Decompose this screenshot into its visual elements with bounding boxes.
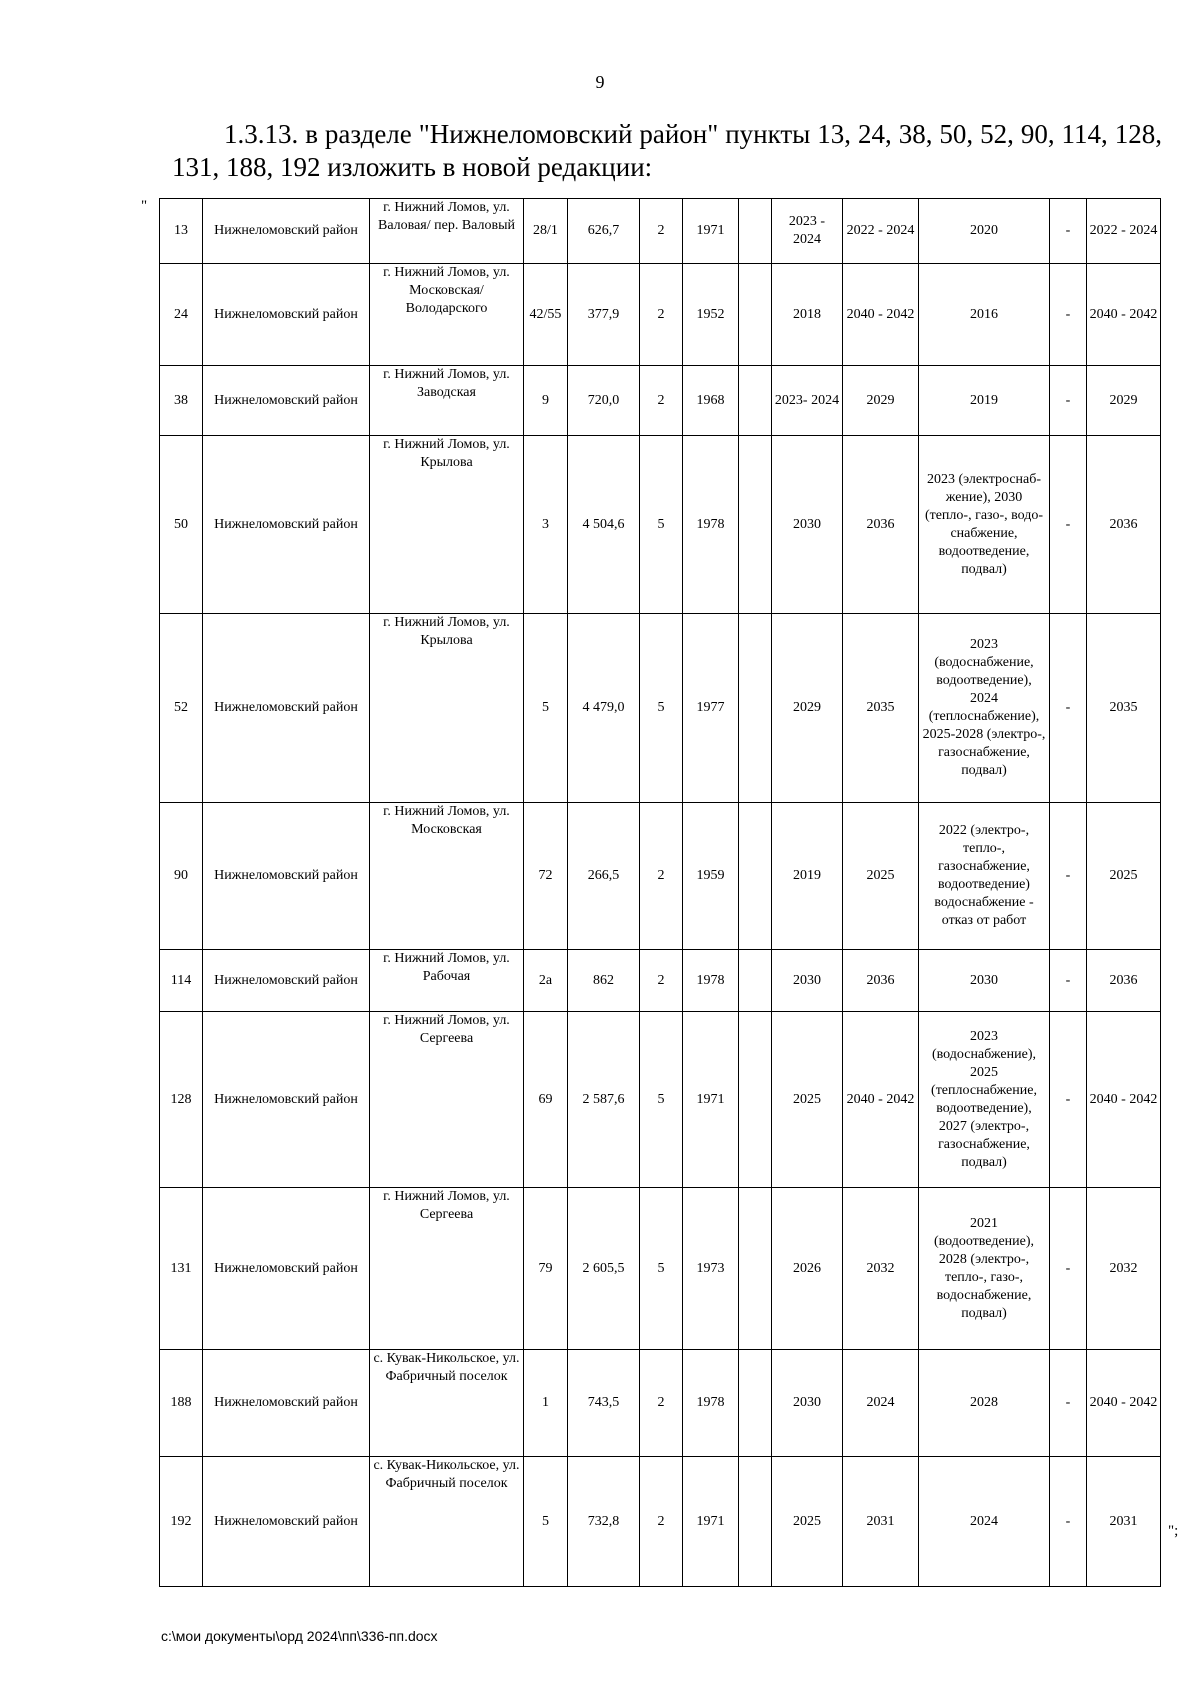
cell-house-number: 5	[524, 1457, 568, 1587]
cell-empty	[739, 1012, 772, 1188]
cell-year-built: 1959	[683, 803, 739, 950]
page-number: 9	[595, 72, 605, 92]
amendment-table	[159, 198, 1161, 1587]
cell-total-area: 732,8	[568, 1457, 640, 1587]
table-row	[160, 199, 1161, 264]
cell-floors: 2	[640, 803, 683, 950]
opening-quote-mark: "	[141, 198, 148, 214]
cell-floors: 2	[640, 1350, 683, 1457]
cell-house-number: 9	[524, 366, 568, 436]
cell-col-9: 2030	[772, 436, 843, 614]
cell-year-built: 1977	[683, 614, 739, 803]
cell-total-area: 4 479,0	[568, 614, 640, 803]
cell-row-number: 114	[160, 950, 203, 1012]
cell-floors: 2	[640, 264, 683, 366]
cell-total-area: 2 605,5	[568, 1188, 640, 1350]
table-row	[160, 1457, 1161, 1587]
cell-col-9: 2023- 2024	[772, 366, 843, 436]
cell-house-number: 2а	[524, 950, 568, 1012]
cell-col-10: 2035	[843, 614, 919, 803]
footer-file-path: c:\мои документы\орд 2024\пп\336-пп.docx	[161, 1628, 438, 1644]
cell-col-10: 2022 - 2024	[843, 199, 919, 264]
table-row	[160, 436, 1161, 614]
cell-col-13: 2025	[1087, 803, 1161, 950]
cell-col-9: 2023 - 2024	[772, 199, 843, 264]
cell-year-built: 1971	[683, 1012, 739, 1188]
cell-col-12: -	[1050, 803, 1087, 950]
cell-district: Нижнеломовский район	[203, 803, 370, 950]
cell-col-13: 2029	[1087, 366, 1161, 436]
cell-row-number: 90	[160, 803, 203, 950]
cell-col-10: 2031	[843, 1457, 919, 1587]
cell-col-11: 2019	[919, 366, 1050, 436]
cell-col-13: 2040 - 2042	[1087, 264, 1161, 366]
cell-address: г. Нижний Ломов, ул. Московская	[370, 803, 524, 950]
cell-house-number: 1	[524, 1350, 568, 1457]
table-row	[160, 614, 1161, 803]
cell-address: г. Нижний Ломов, ул. Крылова	[370, 436, 524, 614]
cell-year-built: 1971	[683, 1457, 739, 1587]
cell-total-area: 862	[568, 950, 640, 1012]
cell-total-area: 626,7	[568, 199, 640, 264]
cell-year-built: 1978	[683, 1350, 739, 1457]
cell-col-10: 2036	[843, 436, 919, 614]
cell-district: Нижнеломовский район	[203, 264, 370, 366]
cell-col-11: 2030	[919, 950, 1050, 1012]
cell-district: Нижнеломовский район	[203, 366, 370, 436]
cell-house-number: 5	[524, 614, 568, 803]
cell-col-10: 2032	[843, 1188, 919, 1350]
cell-year-built: 1968	[683, 366, 739, 436]
cell-address: г. Нижний Ломов, ул. Московская/ Володарского	[370, 264, 524, 366]
cell-col-12: -	[1050, 1188, 1087, 1350]
cell-district: Нижнеломовский район	[203, 1350, 370, 1457]
cell-row-number: 128	[160, 1012, 203, 1188]
cell-floors: 2	[640, 950, 683, 1012]
cell-total-area: 743,5	[568, 1350, 640, 1457]
cell-col-10: 2025	[843, 803, 919, 950]
cell-address: г. Нижний Ломов, ул. Крылова	[370, 614, 524, 803]
cell-house-number: 42/55	[524, 264, 568, 366]
cell-floors: 5	[640, 1188, 683, 1350]
cell-empty	[739, 264, 772, 366]
cell-house-number: 72	[524, 803, 568, 950]
table-row	[160, 264, 1161, 366]
cell-col-9: 2025	[772, 1012, 843, 1188]
cell-col-9: 2019	[772, 803, 843, 950]
cell-floors: 2	[640, 199, 683, 264]
table-row	[160, 803, 1161, 950]
cell-district: Нижнеломовский район	[203, 199, 370, 264]
cell-total-area: 266,5	[568, 803, 640, 950]
cell-district: Нижнеломовский район	[203, 1188, 370, 1350]
table-row	[160, 950, 1161, 1012]
cell-total-area: 2 587,6	[568, 1012, 640, 1188]
cell-col-12: -	[1050, 199, 1087, 264]
cell-floors: 5	[640, 1012, 683, 1188]
cell-year-built: 1978	[683, 436, 739, 614]
cell-col-13: 2031	[1087, 1457, 1161, 1587]
cell-address: г. Нижний Ломов, ул. Валовая/ пер. Валовый	[370, 199, 524, 264]
cell-total-area: 720,0	[568, 366, 640, 436]
cell-district: Нижнеломовский район	[203, 436, 370, 614]
table-row	[160, 366, 1161, 436]
cell-col-11: 2016	[919, 264, 1050, 366]
cell-col-11: 2022 (электро-, тепло-, газоснабжение, водоотведение) водоснабжение - отказ от работ	[919, 803, 1050, 950]
cell-col-10: 2024	[843, 1350, 919, 1457]
cell-address: с. Кувак-Никольское, ул. Фабричный поселок	[370, 1457, 524, 1587]
cell-empty	[739, 1457, 772, 1587]
cell-empty	[739, 950, 772, 1012]
cell-col-10: 2036	[843, 950, 919, 1012]
cell-col-10: 2040 - 2042	[843, 1012, 919, 1188]
cell-address: с. Кувак-Никольское, ул. Фабричный поселок	[370, 1350, 524, 1457]
cell-floors: 5	[640, 614, 683, 803]
cell-col-11: 2020	[919, 199, 1050, 264]
cell-district: Нижнеломовский район	[203, 950, 370, 1012]
cell-house-number: 79	[524, 1188, 568, 1350]
closing-quote-mark: ";	[1168, 1523, 1179, 1539]
cell-col-12: -	[1050, 1457, 1087, 1587]
cell-col-9: 2029	[772, 614, 843, 803]
cell-col-11: 2021 (водоотведение), 2028 (электро-, тепло-, газо-, водоснабжение, подвал)	[919, 1188, 1050, 1350]
cell-address: г. Нижний Ломов, ул. Сергеева	[370, 1188, 524, 1350]
table-row	[160, 1012, 1161, 1188]
cell-col-10: 2040 - 2042	[843, 264, 919, 366]
cell-district: Нижнеломовский район	[203, 1457, 370, 1587]
cell-col-13: 2040 - 2042	[1087, 1012, 1161, 1188]
cell-year-built: 1952	[683, 264, 739, 366]
cell-col-13: 2040 - 2042	[1087, 1350, 1161, 1457]
cell-col-9: 2026	[772, 1188, 843, 1350]
cell-empty	[739, 1188, 772, 1350]
cell-col-12: -	[1050, 1350, 1087, 1457]
cell-row-number: 131	[160, 1188, 203, 1350]
cell-col-11: 2023 (электроснаб-жение), 2030 (тепло-, газо-, водо-снабжение, водоотведение, подвал)	[919, 436, 1050, 614]
cell-row-number: 38	[160, 366, 203, 436]
cell-empty	[739, 436, 772, 614]
cell-empty	[739, 614, 772, 803]
cell-col-12: -	[1050, 264, 1087, 366]
cell-col-12: -	[1050, 366, 1087, 436]
cell-district: Нижнеломовский район	[203, 1012, 370, 1188]
cell-col-9: 2030	[772, 950, 843, 1012]
cell-empty	[739, 803, 772, 950]
cell-col-9: 2030	[772, 1350, 843, 1457]
cell-col-10: 2029	[843, 366, 919, 436]
cell-year-built: 1971	[683, 199, 739, 264]
cell-row-number: 192	[160, 1457, 203, 1587]
cell-col-11: 2024	[919, 1457, 1050, 1587]
cell-district: Нижнеломовский район	[203, 614, 370, 803]
cell-col-12: -	[1050, 1012, 1087, 1188]
cell-col-12: -	[1050, 614, 1087, 803]
cell-col-12: -	[1050, 436, 1087, 614]
cell-house-number: 3	[524, 436, 568, 614]
cell-total-area: 377,9	[568, 264, 640, 366]
cell-col-13: 2036	[1087, 950, 1161, 1012]
cell-address: г. Нижний Ломов, ул. Рабочая	[370, 950, 524, 1012]
cell-year-built: 1973	[683, 1188, 739, 1350]
intro-paragraph: 1.3.13. в разделе "Нижнеломовский район" пункты 13, 24, 38, 50, 52, 90, 114, 128, 131, 188, 192 изложить в новой редакции:	[172, 119, 1162, 182]
cell-total-area: 4 504,6	[568, 436, 640, 614]
cell-address: г. Нижний Ломов, ул. Сергеева	[370, 1012, 524, 1188]
cell-row-number: 52	[160, 614, 203, 803]
cell-col-12: -	[1050, 950, 1087, 1012]
cell-col-13: 2032	[1087, 1188, 1161, 1350]
cell-col-13: 2035	[1087, 614, 1161, 803]
cell-empty	[739, 366, 772, 436]
cell-year-built: 1978	[683, 950, 739, 1012]
cell-col-11: 2023 (водоснабжение, водоотведение), 2024 (теплоснабжение), 2025-2028 (электро-, газоснабжение, подвал)	[919, 614, 1050, 803]
table-row	[160, 1188, 1161, 1350]
cell-house-number: 28/1	[524, 199, 568, 264]
cell-address: г. Нижний Ломов, ул. Заводская	[370, 366, 524, 436]
cell-row-number: 188	[160, 1350, 203, 1457]
cell-col-11: 2028	[919, 1350, 1050, 1457]
cell-col-11: 2023 (водоснабжение), 2025 (теплоснабжение, водоотведение), 2027 (электро-, газоснабжение, подвал)	[919, 1012, 1050, 1188]
table-row	[160, 1350, 1161, 1457]
cell-empty	[739, 199, 772, 264]
cell-floors: 5	[640, 436, 683, 614]
cell-row-number: 24	[160, 264, 203, 366]
cell-col-13: 2036	[1087, 436, 1161, 614]
cell-floors: 2	[640, 1457, 683, 1587]
cell-row-number: 13	[160, 199, 203, 264]
cell-col-9: 2018	[772, 264, 843, 366]
cell-house-number: 69	[524, 1012, 568, 1188]
cell-col-9: 2025	[772, 1457, 843, 1587]
cell-empty	[739, 1350, 772, 1457]
cell-row-number: 50	[160, 436, 203, 614]
cell-floors: 2	[640, 366, 683, 436]
table-body	[160, 199, 1161, 1587]
cell-col-13: 2022 - 2024	[1087, 199, 1161, 264]
